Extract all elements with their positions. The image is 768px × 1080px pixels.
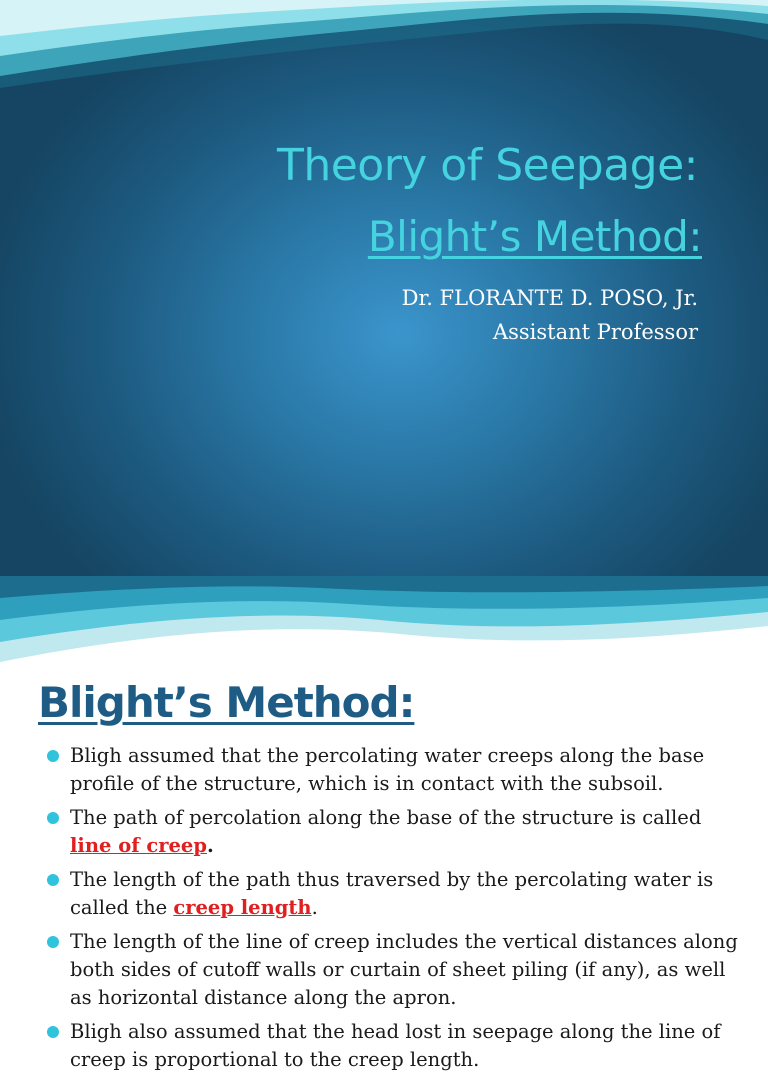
- wave-banner: [0, 0, 768, 100]
- bullet-dot-icon: [47, 750, 59, 762]
- slide-title: Theory of Seepage:: [276, 140, 698, 191]
- slide-subtitle-method: Blight’s Method:: [367, 212, 702, 261]
- bullet-dot-icon: [47, 874, 59, 886]
- bullet-text: The path of percolation along the base of the structure is called: [70, 806, 702, 829]
- bullet-item: [44, 1018, 744, 1074]
- bullet-text: The length of the path thus traversed by the percolating water is called the: [70, 868, 714, 919]
- bullet-text: Bligh assumed that the percolating water creeps along the base profile of the structure, which is in contact with the subsoil.: [70, 744, 705, 795]
- author-name: Dr. FLORANTE D. POSO, Jr.: [401, 286, 698, 310]
- bullet-list: [44, 742, 744, 1080]
- bullet-period: .: [311, 896, 318, 919]
- bullet-text: Bligh also assumed that the head lost in seepage along the line of creep is proportional to the creep length.: [70, 1020, 721, 1071]
- wave-banner: [0, 576, 768, 666]
- bullet-item: [44, 742, 744, 798]
- bullet-dot-icon: [47, 1026, 59, 1038]
- bullet-item: [44, 928, 744, 1012]
- content-slide: [0, 576, 768, 1071]
- bullet-item: [44, 804, 744, 860]
- bullet-dot-icon: [47, 812, 59, 824]
- bullet-period: .: [206, 834, 214, 857]
- term-line-of-creep: line of creep: [70, 834, 207, 857]
- term-creep-length: creep length: [173, 896, 312, 919]
- bullet-dot-icon: [47, 936, 59, 948]
- slide-heading: Blight’s Method:: [38, 678, 415, 727]
- bullet-text: The length of the line of creep includes the vertical distances along both sides of cutoff walls or curtain of sheet piling (if any), as well as horizontal distance along the apron.: [70, 930, 738, 1009]
- author-position: Assistant Professor: [492, 320, 698, 344]
- bullet-item: [44, 866, 744, 922]
